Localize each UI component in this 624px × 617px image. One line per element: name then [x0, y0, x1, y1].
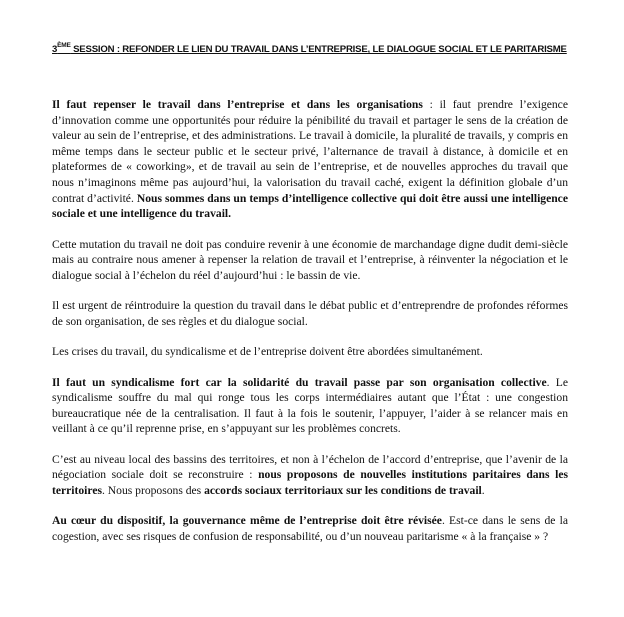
paragraph-4: Les crises du travail, du syndicalisme et de l’entreprise doivent être abordées simultanément. — [52, 345, 483, 359]
paragraph-7 — [52, 513, 568, 544]
paragraph-1-text: : il faut prendre l’exigence d’innovation comme une opportunités pour réduire la pénibilité du travail et partager le sens de la création de valeur au sein de l’entreprise, et des administrations. Le travail à domicile, la pluralité de travails, y compris en même temps dans le secteur public et le secteur privé, l’alternance de travail à distance, à domicile et en plateformes de « coworking», et de travail au sein de l’entreprise, et de nouvelles approches du travail que nous n’imaginons même pas aujourd’hui, la valorisation du travail caché, exigent la définition globale d’un contrat d’activité. — [52, 98, 568, 205]
session-title — [52, 40, 568, 60]
title-text: SESSION : REFONDER LE LIEN DU TRAVAIL DANS L’ENTREPRISE, LE DIALOGUE SOCIAL ET LE PARITARISME — [70, 44, 567, 55]
paragraph-5-text: . Le syndicalisme souffre du mal qui ronge tous les corps intermédiaires autant que l’État : une congestion bureaucratique née de la centralisation. Il faut à la fois le soutenir, l’appuyer, l’aider à se relancer mais en veillant à ce qu’il reprenne prise, en s’appuyant sur les problèmes concrets. — [52, 375, 569, 436]
document-body — [52, 97, 568, 544]
paragraph-3: Il est urgent de réintroduire la question du travail dans le débat public et d’entreprendre de profondes réformes de son organisation, de ses règles et du dialogue social. — [52, 299, 568, 328]
paragraph-6-bold-2: accords sociaux territoriaux sur les conditions de travail — [204, 483, 482, 497]
paragraph-1-bold-end: Nous sommes dans un temps d’intelligence collective qui doit être aussi une intelligence sociale et une intelligence du travail. — [52, 191, 568, 221]
paragraph-6-text-2: . Nous proposons des — [102, 483, 205, 497]
title-number: 3 — [52, 44, 58, 55]
title-superscript: ÈME — [57, 42, 71, 49]
paragraph-6 — [52, 452, 568, 499]
paragraph-5-bold-lead: Il faut un syndicalisme fort car la solidarité du travail passe par son organisation collective — [52, 375, 547, 389]
paragraph-7-text: . Est-ce dans le sens de la cogestion, avec ses risques de confusion de responsabilité, ou d’un nouveau paritarisme « à la française » ? — [52, 514, 568, 543]
paragraph-6-bold-1: nous proposons de nouvelles institutions paritaires dans les territoires — [52, 468, 568, 497]
paragraph-2: Cette mutation du travail ne doit pas conduire revenir à une économie de marchandage digne dudit demi-siècle mais au contraire nous amener à repenser la relation de travail et l’entreprise, à réinventer la négociation et le dialogue social à l’échelon du réel d’aujourd’hui : le bassin de vie. — [52, 237, 568, 282]
paragraph-5 — [52, 375, 568, 437]
paragraph-1-bold-lead: Il faut repenser le travail dans l’entreprise et dans les organisations — [52, 98, 423, 111]
document-page — [52, 40, 568, 559]
paragraph-6-text-3: . — [481, 483, 485, 497]
paragraph-6-text: C’est au niveau local des bassins des territoires, et non à l’échelon de l’accord d’entreprise, que l’avenir de la négociation sociale doit se reconstruire : — [52, 452, 568, 482]
paragraph-7-bold-lead: Au cœur du dispositif, la gouvernance même de l’entreprise doit être révisée — [52, 514, 442, 528]
paragraph-1 — [52, 97, 568, 222]
